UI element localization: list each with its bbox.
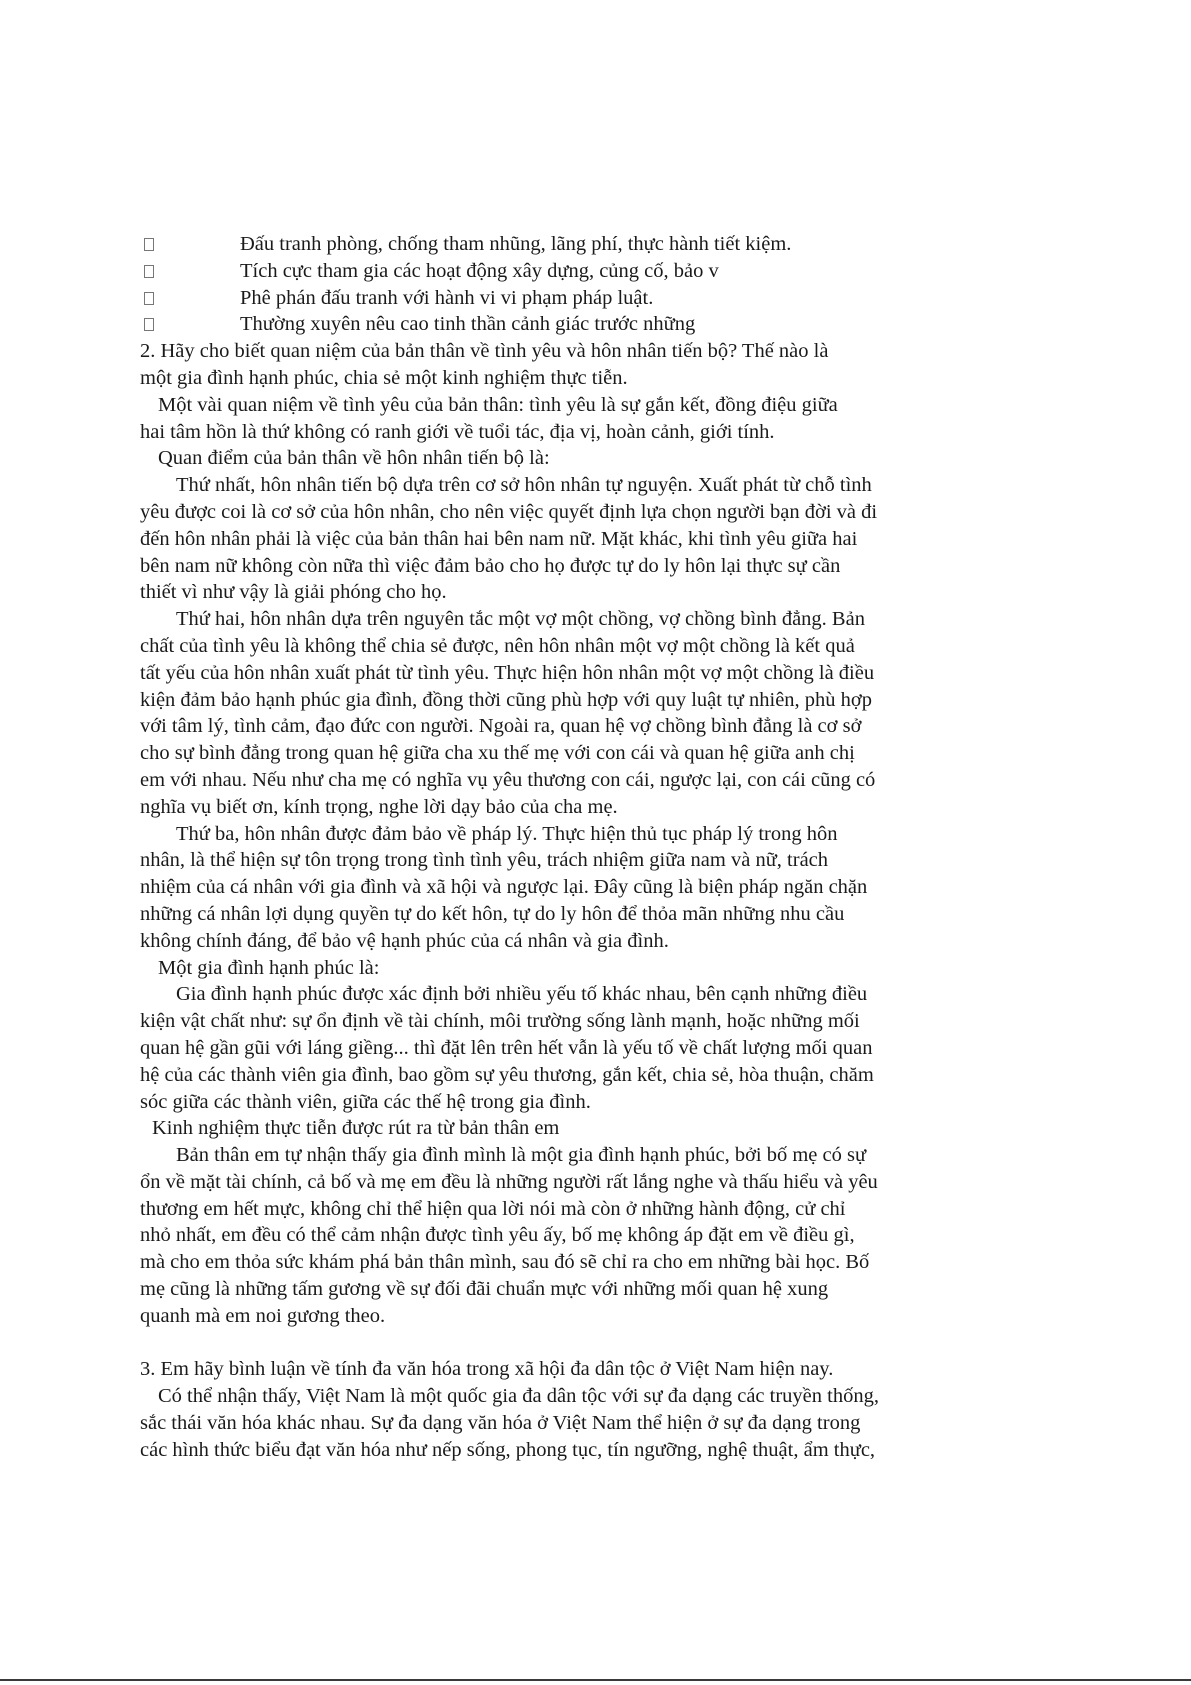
love-view-paragraph: [140, 392, 990, 446]
family-heading: Một gia đình hạnh phúc là:: [158, 956, 380, 979]
text-line: tất yếu của hôn nhân xuất phát từ tình yêu. Thực hiện hôn nhân một vợ một chồng là điều: [140, 661, 875, 684]
bullet-item: [140, 285, 990, 312]
bullet-item: [140, 231, 990, 258]
text-line: hệ của các thành viên gia đình, bao gồm sự yêu thương, gắn kết, chia sẻ, hòa thuận, chăm: [140, 1063, 874, 1086]
paragraph-third: [140, 821, 990, 955]
text-line: em với nhau. Nếu như cha mẹ có nghĩa vụ yêu thương con cái, ngược lại, con cái cũng có: [140, 768, 876, 791]
text-line: hai tâm hồn là thứ không có ranh giới về tuổi tác, địa vị, hoàn cảnh, giới tính.: [140, 420, 775, 443]
text-line: nhiệm của cá nhân với gia đình và xã hội và ngược lại. Đây cũng là biện pháp ngăn chặn: [140, 876, 868, 899]
marriage-heading: Quan điểm của bản thân về hôn nhân tiến bộ là:: [158, 447, 550, 470]
text-line: với tâm lý, tình cảm, đạo đức con người. Ngoài ra, quan hệ vợ chồng bình đẳng là cơ sở: [140, 715, 862, 738]
experience-heading: Kinh nghiệm thực tiễn được rút ra từ bản thân em: [152, 1117, 560, 1140]
text-line: chất của tình yêu là không thể chia sẻ được, nên hôn nhân một vợ một chồng là kết quả: [140, 634, 855, 657]
text-line: yêu được coi là cơ sở của hôn nhân, cho nên việc quyết định lựa chọn người bạn đời và đi: [140, 500, 878, 523]
text-line: 2. Hãy cho biết quan niệm của bản thân về tình yêu và hôn nhân tiến bộ? Thế nào là: [140, 340, 829, 363]
bullet-box-icon: [144, 318, 154, 331]
text-line: mẹ cũng là những tấm gương về sự đối đãi chuẩn mực với những mối quan hệ xung: [140, 1278, 829, 1301]
bullet-item: [140, 311, 990, 338]
text-line: Thứ hai, hôn nhân dựa trên nguyên tắc một vợ một chồng, vợ chồng bình đẳng. Bản: [176, 608, 865, 631]
paragraph-first: [140, 472, 990, 606]
bullet-box-icon: [144, 292, 154, 305]
question-2-title: [140, 338, 990, 392]
bullet-box-icon: [144, 238, 154, 251]
text-line: quan hệ gần gũi với láng giềng... thì đặt lên trên hết vẫn là yếu tố về chất lượng mối quan: [140, 1036, 873, 1059]
text-line: những cá nhân lợi dụng quyền tự do kết hôn, tự do ly hôn để thỏa mãn những nhu cầu: [140, 902, 845, 925]
text-line: Có thể nhận thấy, Việt Nam là một quốc gia đa dân tộc với sự đa dạng các truyền thống,: [158, 1385, 879, 1408]
document-page: [140, 231, 990, 1464]
spacer: [140, 1330, 990, 1357]
text-line: nghĩa vụ biết ơn, kính trọng, nghe lời dạy bảo của cha mẹ.: [140, 795, 618, 818]
text-line: các hình thức biểu đạt văn hóa như nếp sống, phong tục, tín ngưỡng, nghệ thuật, ẩm thực,: [140, 1438, 876, 1461]
bullet-list: [140, 231, 990, 338]
paragraph-family: [140, 981, 990, 1115]
text-line: bên nam nữ không còn nữa thì việc đảm bảo cho họ được tự do ly hôn lại thực sự cần: [140, 554, 841, 577]
text-line: đến hôn nhân phải là việc của bản thân hai bên nam nữ. Mặt khác, khi tình yêu giữa hai: [140, 527, 858, 550]
question-3-title: 3. Em hãy bình luận về tính đa văn hóa trong xã hội đa dân tộc ở Việt Nam hiện nay.: [140, 1358, 834, 1381]
text-line: ổn về mặt tài chính, cả bố và mẹ em đều là những người rất lắng nghe và thấu hiểu và yêu: [140, 1170, 878, 1193]
bullet-box-icon: [144, 265, 154, 278]
text-line: kiện đảm bảo hạnh phúc gia đình, đồng thời cũng phù hợp với quy luật tự nhiên, phù hợp: [140, 688, 873, 711]
bullet-text: Đấu tranh phòng, chống tham nhũng, lãng phí, thực hành tiết kiệm.: [240, 233, 792, 255]
text-line: sắc thái văn hóa khác nhau. Sự đa dạng văn hóa ở Việt Nam thể hiện ở sự đa dạng trong: [140, 1412, 861, 1435]
paragraph-second: [140, 606, 990, 820]
bullet-text: Thường xuyên nêu cao tinh thần cảnh giác trước những: [240, 313, 696, 336]
text-line: mà cho em thỏa sức khám phá bản thân mình, sau đó sẽ chỉ ra cho em những bài học. Bố: [140, 1251, 870, 1274]
text-line: một gia đình hạnh phúc, chia sẻ một kinh nghiệm thực tiễn.: [140, 366, 628, 389]
paragraph-multiculture: [140, 1383, 990, 1463]
text-line: thiết vì như vậy là giải phóng cho họ.: [140, 581, 447, 604]
text-line: sóc giữa các thành viên, giữa các thế hệ trong gia đình.: [140, 1090, 591, 1113]
bullet-text: Tích cực tham gia các hoạt động xây dựng, củng cố, bảo v: [240, 259, 719, 282]
text-line: nhỏ nhất, em đều có thể cảm nhận được tình yêu ấy, bố mẹ không áp đặt em về điều gì,: [140, 1224, 855, 1247]
text-line: Một vài quan niệm về tình yêu của bản thân: tình yêu là sự gắn kết, đồng điệu giữa: [158, 393, 838, 416]
page-bottom-rule: [0, 1679, 1191, 1681]
text-line: nhân, là thể hiện sự tôn trọng trong tình tình yêu, trách nhiệm giữa nam và nữ, trách: [140, 849, 829, 872]
bullet-item: [140, 258, 990, 285]
bullet-text: Phê phán đấu tranh với hành vi vi phạm pháp luật.: [240, 286, 654, 309]
text-line: Thứ nhất, hôn nhân tiến bộ dựa trên cơ sở hôn nhân tự nguyện. Xuất phát từ chỗ tình: [176, 474, 872, 497]
text-line: kiện vật chất như: sự ổn định về tài chính, môi trường sống lành mạnh, hoặc những mối: [140, 1010, 860, 1033]
text-line: không chính đáng, để bảo vệ hạnh phúc của cá nhân và gia đình.: [140, 929, 669, 952]
text-line: Thứ ba, hôn nhân được đảm bảo về pháp lý. Thực hiện thủ tục pháp lý trong hôn: [176, 822, 838, 845]
paragraph-experience: [140, 1142, 990, 1330]
text-line: Gia đình hạnh phúc được xác định bởi nhiều yếu tố khác nhau, bên cạnh những điều: [176, 983, 868, 1006]
text-line: thương em hết mực, không chỉ thể hiện qua lời nói mà còn ở những hành động, cử chỉ: [140, 1197, 846, 1220]
text-line: Bản thân em tự nhận thấy gia đình mình là một gia đình hạnh phúc, bởi bố mẹ có sự: [176, 1144, 867, 1167]
text-line: quanh mà em noi gương theo.: [140, 1304, 386, 1327]
text-line: cho sự bình đẳng trong quan hệ giữa cha xu thế mẹ với con cái và quan hệ giữa anh chị: [140, 742, 855, 765]
